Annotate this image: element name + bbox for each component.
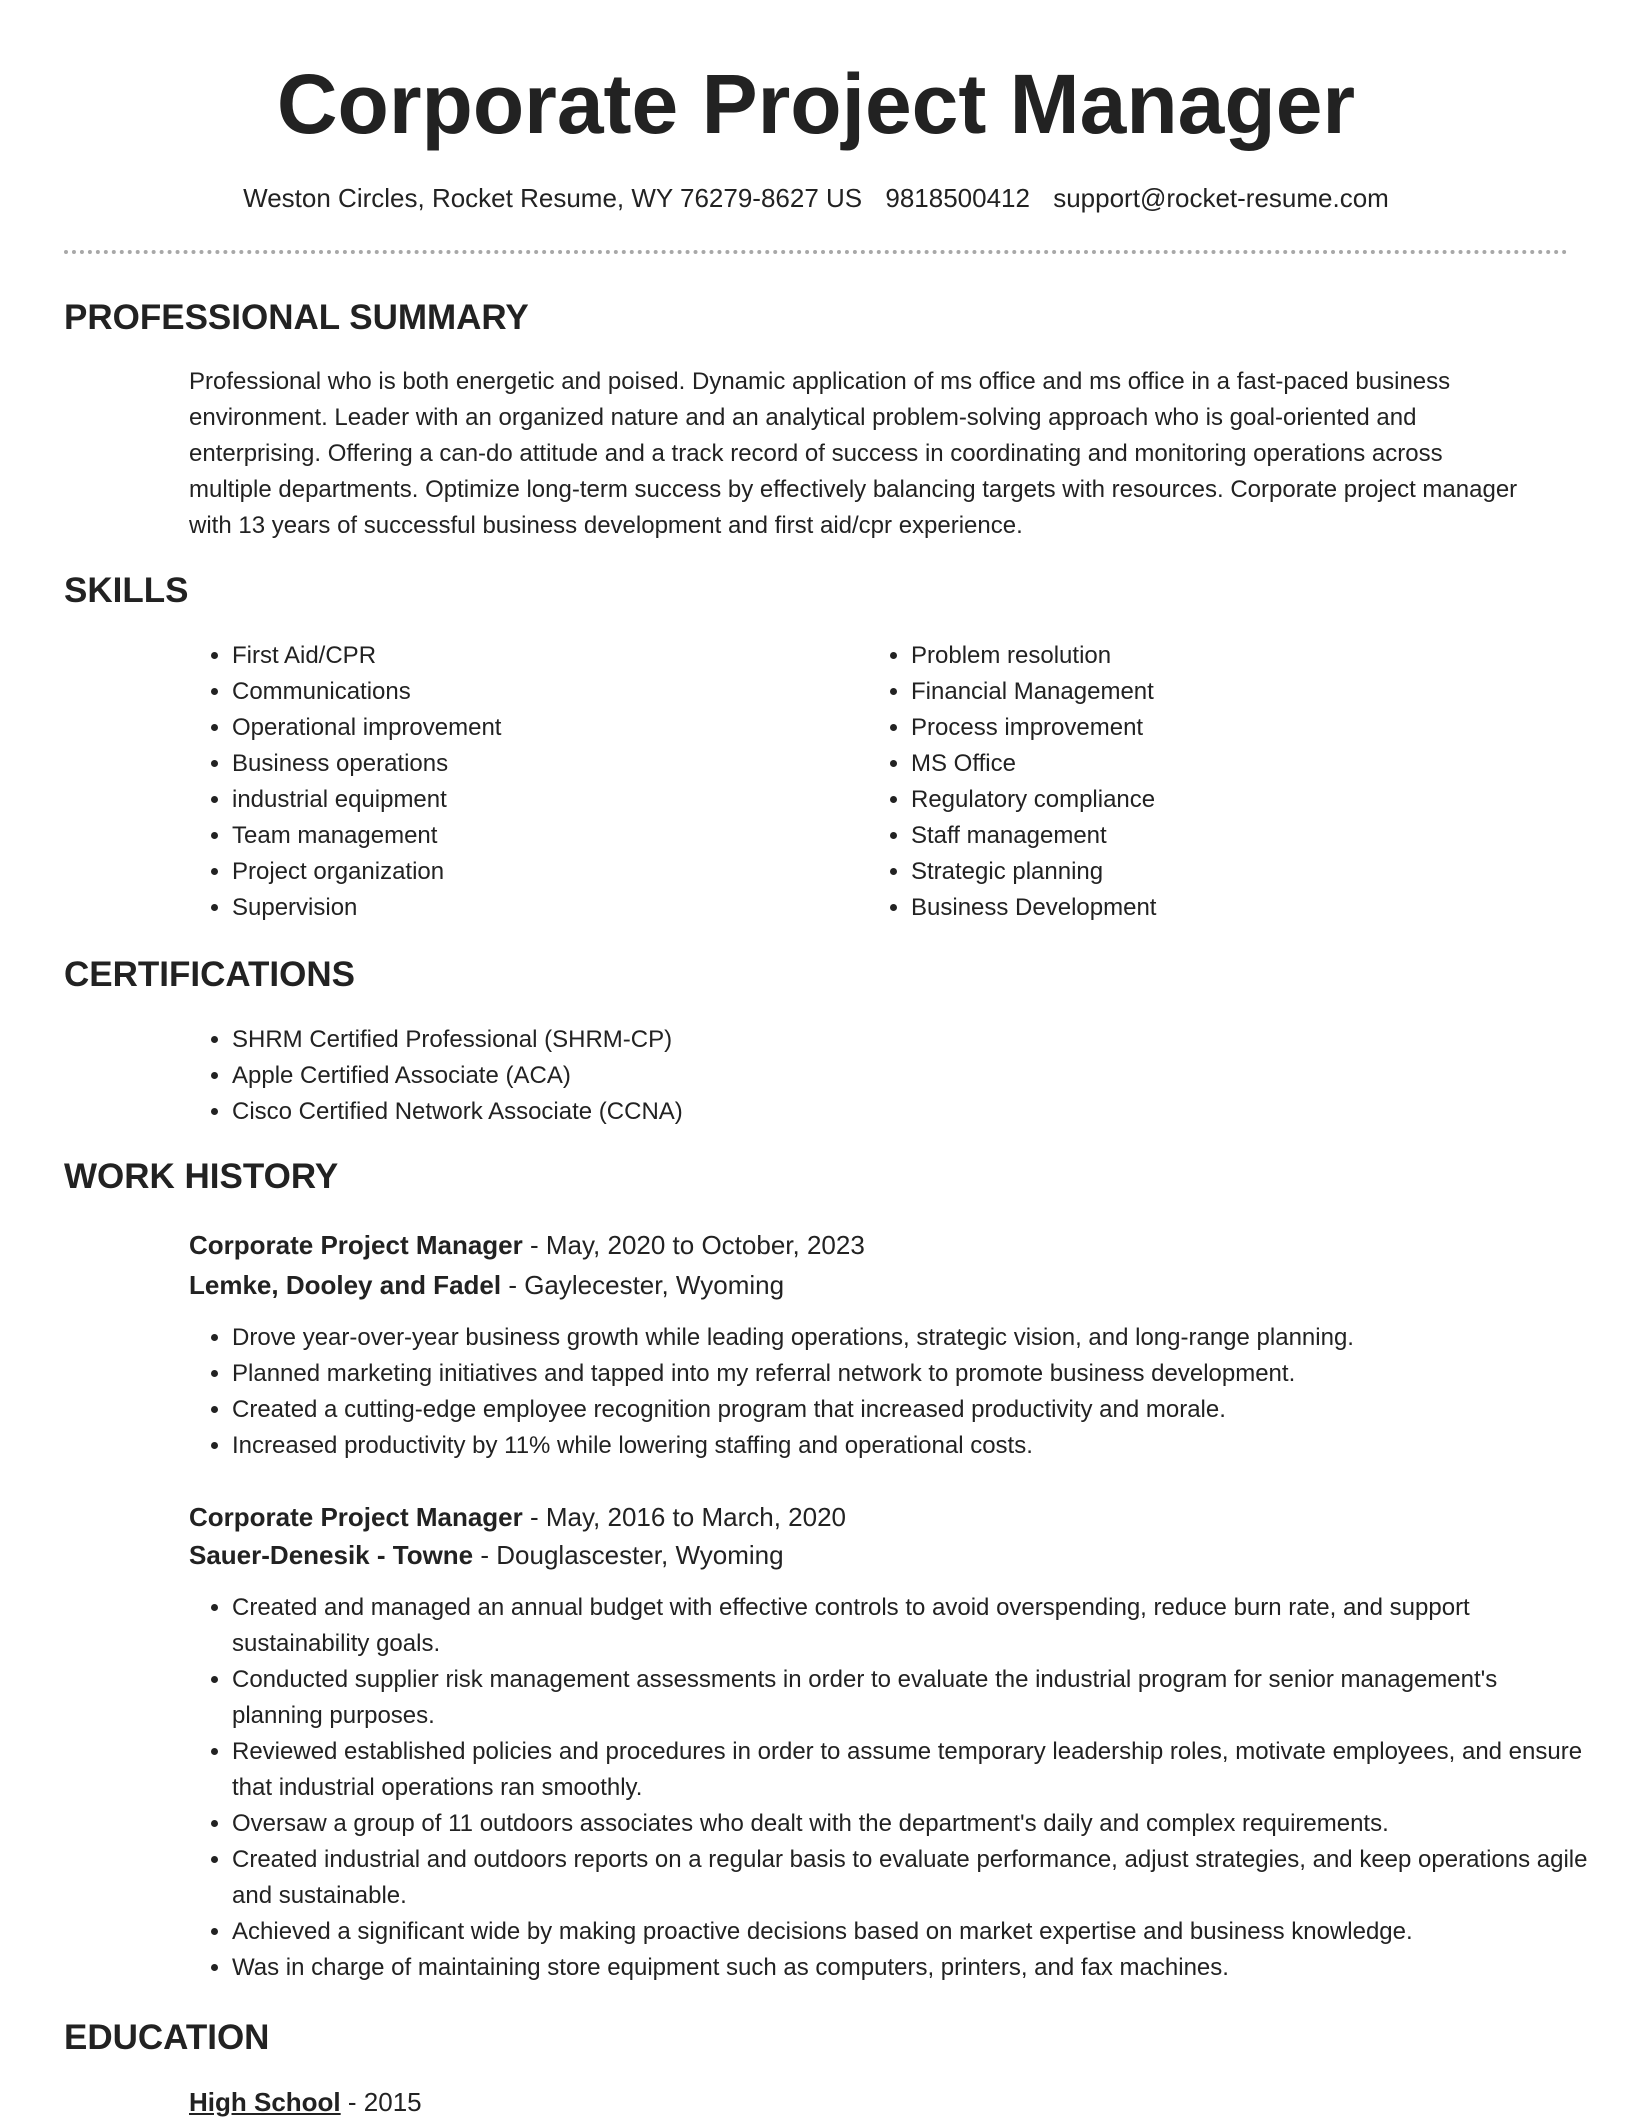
job-role: Corporate Project Manager xyxy=(189,1230,523,1260)
skill-item: • industrial equipment xyxy=(232,782,832,818)
education-title: EDUCATION xyxy=(64,2018,270,2057)
skill-item: • Team management xyxy=(232,818,832,854)
job-bullet: • Created and managed an annual budget with effective controls to avoid overspending, reduce burn rate, and support sustainability goals. xyxy=(232,1590,1592,1662)
certifications-list xyxy=(189,1022,1432,1130)
job-role: Corporate Project Manager xyxy=(189,1502,523,1532)
job-bullet: • Oversaw a group of 11 outdoors associates who dealt with the department's daily and complex requirements. xyxy=(232,1806,1592,1842)
skill-item: • MS Office xyxy=(911,746,1511,782)
skill-item: • Staff management xyxy=(911,818,1511,854)
job-title-line xyxy=(189,1499,846,1535)
header-divider xyxy=(64,250,1568,254)
job-title-line xyxy=(189,1227,865,1263)
education-degree: High School xyxy=(189,2087,341,2117)
resume-name: Corporate Project Manager xyxy=(276,57,1356,151)
job-dates: - May, 2016 to March, 2020 xyxy=(522,1502,846,1532)
job-company-line xyxy=(189,1267,784,1303)
skill-item: • First Aid/CPR xyxy=(232,638,832,674)
skills-title: SKILLS xyxy=(64,571,189,610)
job-bullet: • Conducted supplier risk management assessments in order to evaluate the industrial program for senior management's planning purposes. xyxy=(232,1662,1592,1734)
skill-item: • Business operations xyxy=(232,746,832,782)
summary-text: Professional who is both energetic and poised. Dynamic application of ms office and ms office in a fast-paced business environment. Leader with an organized nature and an analytical problem-solving approach who is goal-oriented and enterprising. Offering a can-do attitude and a track record of success in coordinating and monitoring operations across multiple departments. Optimize long-term success by effectively balancing targets with resources. Corporate project manager with 13 years of successful business development and first aid/cpr experience. xyxy=(189,368,1518,539)
job-bullets xyxy=(189,1320,1612,1464)
certifications-title: CERTIFICATIONS xyxy=(64,955,356,994)
skill-item: • Communications xyxy=(232,674,832,710)
certification-item: • SHRM Certified Professional (SHRM-CP) xyxy=(232,1022,1432,1058)
skill-item: • Project organization xyxy=(232,854,832,890)
job-bullets xyxy=(189,1590,1592,1986)
skill-item: • Problem resolution xyxy=(911,638,1511,674)
job-dates: - May, 2020 to October, 2023 xyxy=(522,1230,865,1260)
skill-item: • Regulatory compliance xyxy=(911,782,1511,818)
certification-item: • Cisco Certified Network Associate (CCNA) xyxy=(232,1094,1432,1130)
job-bullet: • Planned marketing initiatives and tapped into my referral network to promote business development. xyxy=(232,1356,1612,1392)
job-company: Lemke, Dooley and Fadel xyxy=(189,1270,502,1300)
contact-email: support@rocket-resume.com xyxy=(1053,183,1389,213)
job-location: - Douglascester, Wyoming xyxy=(473,1540,784,1570)
skill-item: • Business Development xyxy=(911,890,1511,926)
job-company-line xyxy=(189,1537,784,1573)
job-bullet: • Created a cutting-edge employee recognition program that increased productivity and morale. xyxy=(232,1392,1612,1428)
skill-item: • Process improvement xyxy=(911,710,1511,746)
contact-phone: 9818500412 xyxy=(885,183,1030,213)
certification-item: • Apple Certified Associate (ACA) xyxy=(232,1058,1432,1094)
job-company: Sauer-Denesik - Towne xyxy=(189,1540,474,1570)
job-bullet: • Achieved a significant wide by making proactive decisions based on market expertise and business knowledge. xyxy=(232,1914,1592,1950)
work-history-title: WORK HISTORY xyxy=(64,1157,339,1196)
contact-line xyxy=(0,181,1632,215)
job-bullet: • Drove year-over-year business growth while leading operations, strategic vision, and long-range planning. xyxy=(232,1320,1612,1356)
skill-item: • Financial Management xyxy=(911,674,1511,710)
contact-address: Weston Circles, Rocket Resume, WY 76279-8627 US xyxy=(243,183,863,213)
education-year: - 2015 xyxy=(340,2087,422,2117)
skill-item: • Operational improvement xyxy=(232,710,832,746)
job-bullet: • Was in charge of maintaining store equipment such as computers, printers, and fax machines. xyxy=(232,1950,1592,1986)
job-bullet: • Created industrial and outdoors reports on a regular basis to evaluate performance, adjust strategies, and keep operations agile and sustainable. xyxy=(232,1842,1592,1914)
education-entry xyxy=(189,2084,422,2120)
skills-list-right xyxy=(868,638,1511,926)
skill-item: • Strategic planning xyxy=(911,854,1511,890)
job-location: - Gaylecester, Wyoming xyxy=(501,1270,785,1300)
summary-title: PROFESSIONAL SUMMARY xyxy=(64,298,529,337)
job-bullet: • Increased productivity by 11% while lowering staffing and operational costs. xyxy=(232,1428,1612,1464)
skills-list-left xyxy=(189,638,832,926)
skill-item: • Supervision xyxy=(232,890,832,926)
job-bullet: • Reviewed established policies and procedures in order to assume temporary leadership roles, motivate employees, and ensure that industrial operations ran smoothly. xyxy=(232,1734,1592,1806)
